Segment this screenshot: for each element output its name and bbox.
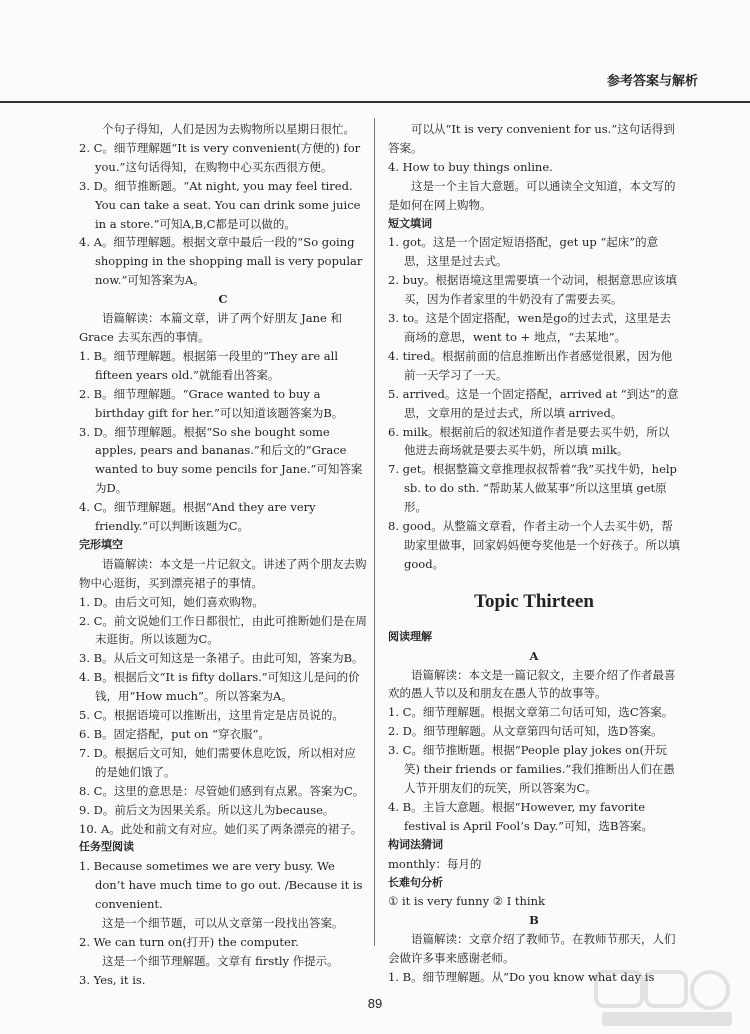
answer-paragraph: 4. B。根据后文“It is fifty dollars.”可知这儿是问的价钱，用“How much”。所以答案为A。 [79, 670, 360, 704]
answer-paragraph: 这是一个细节理解题。文章有 firstly 作提示。 [102, 953, 339, 968]
answer-paragraph: 10. A。此处和前文有对应。她们买了两条漂亮的裙子。 [79, 821, 363, 836]
section-heading: 阅读理解 [388, 629, 432, 643]
answer-paragraph: 语篇解读：文章介绍了教师节。在教师节那天，人们会做许多事来感谢老师。 [388, 932, 676, 966]
answer-paragraph: 2. C。细节理解题“It is very convenient(方便的) for you.”这句话得知，在购物中心买东西很方便。 [79, 140, 361, 174]
passage-label: A [529, 648, 539, 663]
answer-paragraph: 2. buy。根据语境这里需要填一个动词，根据意思应该填买，因为作者家里的牛奶没有了需要去买。 [388, 273, 677, 307]
answer-paragraph: 这是一个主旨大意题。可以通读全文知道，本文写的是如何在网上购物。 [388, 178, 676, 212]
answer-paragraph: 9. D。前后文为因果关系。所以这儿为because。 [79, 802, 335, 817]
section-heading: 长难句分析 [388, 875, 443, 889]
answer-paragraph: 1. got。这是一个固定短语搭配，get up “起床”的意思，这里是过去式。 [388, 235, 659, 269]
answer-paragraph: 3. D。细节理解题。根据“So she bought some apples, pears and bananas.”和后文的“Grace wanted to buy some pencils for Jane.”可知答案为D。 [79, 424, 363, 496]
answer-paragraph: 2. D。细节理解题。从文章第四句话可知，选D答案。 [388, 724, 663, 739]
answer-paragraph: 语篇解读：本文是一片记叙文。讲述了两个朋友去购物中心逛街，买到漂亮裙子的事情。 [79, 556, 367, 590]
answer-paragraph: 8. C。这里的意思是：尽管她们感到有点累。答案为C。 [79, 783, 365, 798]
answer-paragraph: 3. B。从后文可知这是一条裙子。由此可知，答案为B。 [79, 651, 364, 666]
answer-paragraph: 2. B。细节理解题。“Grace wanted to buy a birthday gift for her.”可以知道该题答案为B。 [79, 386, 344, 420]
header-title: 参考答案与解析 [606, 74, 698, 89]
right-column-answers [388, 120, 680, 574]
right-column [388, 120, 680, 987]
answer-paragraph: 5. C。根据语境可以推断出，这里肯定是店员说的。 [79, 708, 344, 723]
answer-paragraph: 这是一个细节题，可以从文章第一段找出答案。 [102, 916, 344, 931]
answer-paragraph: 3. to。这是个固定搭配，wen是go的过去式，这里是去商场的意思，went to + 地点，“去某地”。 [388, 311, 672, 344]
answer-paragraph: 4. B。主旨大意题。根据“However, my favorite festival is April Fool’s Day.”可知，选B答案。 [388, 799, 653, 833]
page-number: 89 [367, 996, 383, 1011]
answer-paragraph: 6. milk。根据前后的叙述知道作者是要去买牛奶，所以他进去商场就是要去买牛奶，所以填 milk。 [388, 424, 670, 458]
passage-label: C [218, 292, 228, 307]
answer-paragraph: 4. tired。根据前面的信息推断出作者感觉很累，因为他前一天学习了一天。 [388, 348, 673, 382]
section-heading: 任务型阅读 [79, 840, 134, 854]
answer-paragraph: 3. Yes, it is. [79, 972, 146, 987]
answer-paragraph: 1. Because sometimes we are very busy. We don’t have much time to go out. /Because it is convenient. [79, 859, 363, 912]
answer-paragraph: 5. arrived。这是一个固定搭配，arrived at “到达”的意思，文章用的是过去式，所以填 arrived。 [388, 386, 679, 420]
section-heading: 构词法猜词 [388, 837, 443, 851]
answer-paragraph: 2. We can turn on(打开) the computer. [79, 934, 299, 949]
answer-paragraph: 3. C。细节推断题。根据“People play jokes on(开玩笑) their friends or families.”我们推断出人们在愚人节开朋友们的玩笑，所以答案为C。 [388, 743, 675, 795]
topic-title: Topic Thirteen [474, 590, 594, 612]
section-heading: 短文填词 [388, 216, 432, 230]
answer-paragraph: 1. C。细节理解题。根据文章第二句话可知，选C答案。 [388, 705, 674, 720]
answer-paragraph: 1. B。细节理解题。根据第一段里的“They are all fifteen years old.”就能看出答案。 [79, 348, 339, 382]
answer-paragraph: 4. C。细节理解题。根据“And they are very friendly.”可以判断该题为C。 [79, 500, 316, 534]
answer-paragraph: 7. D。根据后文可知，她们需要休息吃饭，所以相对应的是她们饿了。 [79, 745, 356, 779]
column-divider [374, 118, 375, 946]
right-column-topic-answers [388, 628, 680, 987]
left-column [79, 120, 367, 990]
answer-paragraph: 语篇解读：本文是一篇记叙文，主要介绍了作者最喜欢的愚人节以及和朋友在愚人节的故事等。 [388, 667, 676, 701]
passage-label: B [529, 913, 539, 928]
answer-paragraph: 3. D。细节推断题。“At night, you may feel tired. You can take a seat. You can drink some juice in a store.”可知A,B,C都是可以做的。 [79, 178, 361, 231]
answer-paragraph: 个句子得知，人们是因为去购物所以星期日很忙。 [102, 122, 355, 136]
watermark-logo [592, 968, 742, 1030]
answer-paragraph: 语篇解读：本篇文章，讲了两个好朋友 Jane 和 Grace 去买东西的事情。 [79, 311, 342, 344]
answer-paragraph: monthly：每月的 [388, 856, 482, 871]
answer-paragraph: 2. C。前文说她们工作日都很忙，由此可推断她们是在周末逛街。所以该题为C。 [79, 613, 367, 647]
answer-paragraph: 7. get。根据整篇文章推理叔叔帮着“我”买找牛奶，help sb. to do sth. “帮助某人做某事”所以这里填 get原形。 [388, 462, 677, 515]
answer-paragraph: 8. good。从整篇文章看，作者主动一个人去买牛奶，帮助家里做事，回家妈妈便夸奖他是一个好孩子。所以填 good。 [388, 519, 680, 571]
answer-paragraph: 6. B。固定搭配，put on “穿衣服”。 [79, 727, 270, 741]
answer-paragraph: 1. B。细节理解题。从“Do you know what day is [388, 970, 655, 985]
answer-paragraph: 4. A。细节理解题。根据文章中最后一段的“So going shopping in the shopping mall is very popular now.”可知答案为A。 [79, 235, 363, 288]
answer-paragraph: 1. D。由后文可知，她们喜欢购物。 [79, 594, 264, 609]
section-heading: 完形填空 [79, 537, 123, 551]
header-rule [0, 101, 750, 103]
answer-paragraph: 4. How to buy things online. [388, 159, 553, 174]
answer-paragraph: ① it is very funny ② I think [388, 894, 545, 909]
answer-paragraph: 可以从“It is very convenient for us.”这句话得到答案。 [388, 122, 675, 155]
